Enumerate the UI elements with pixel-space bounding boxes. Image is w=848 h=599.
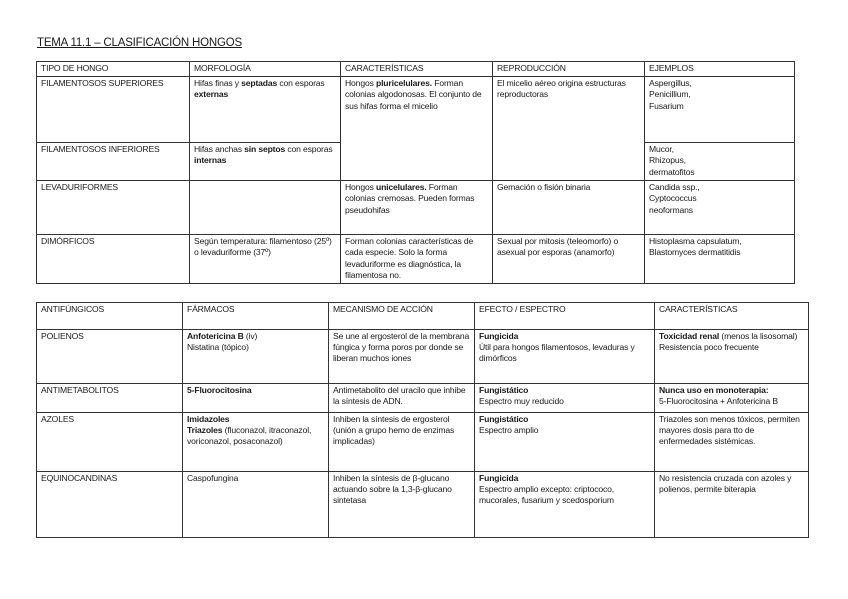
cell-morfologia: Según temperatura: filamentoso (25º) o levaduriforme (37º)	[190, 235, 341, 284]
cell-efecto: Fungistático Espectro amplio	[475, 413, 655, 472]
cell-caracteristicas: Hongos unicelulares. Forman colonias cremosas. Pueden formas pseudohifas	[341, 181, 493, 235]
cell-grupo: POLIENOS	[37, 330, 183, 384]
table-header-row	[37, 62, 795, 77]
cell-tipo: DIMÓRFICOS	[37, 235, 190, 284]
header-caracteristicas: CARACTERÍSTICAS	[655, 303, 809, 330]
cell-efecto: Fungicida Espectro amplio excepto: criptococo, mucorales, fusarium y scedosporium	[475, 472, 655, 538]
cell-farmacos: Imidazoles Triazoles (fluconazol, itraconazol, voriconazol, posaconazol)	[183, 413, 329, 472]
cell-grupo: AZOLES	[37, 413, 183, 472]
header-ejemplos: EJEMPLOS	[645, 62, 795, 77]
cell-efecto: Fungicida Útil para hongos filamentosos, levaduras y dimórficos	[475, 330, 655, 384]
table-row	[37, 235, 795, 284]
table-row	[37, 384, 809, 413]
header-antifungicos: ANTIFÚNGICOS	[37, 303, 183, 330]
cell-farmacos: Anfotericina B (iv) Nistatina (tópico)	[183, 330, 329, 384]
table-row	[37, 472, 809, 538]
cell-caracteristicas: Triazoles son menos tóxicos, permiten mayores dosis para tto de enfermedades sistémicas.	[655, 413, 809, 472]
antifungals-table	[36, 302, 809, 538]
header-mecanismo: MECANISMO DE ACCIÓN	[329, 303, 475, 330]
cell-mecanismo: Inhiben la síntesis de β-glucano actuando sobre la 1,3-β-glucano sintetasa	[329, 472, 475, 538]
cell-grupo: EQUINOCANDINAS	[37, 472, 183, 538]
cell-mecanismo: Inhiben la síntesis de ergosterol (unión a grupo hemo de enzimas implicadas)	[329, 413, 475, 472]
cell-ejemplos: Aspergillus, Penicillium, Fusarium	[645, 77, 795, 143]
fungi-classification-table	[36, 61, 795, 284]
table-row	[37, 181, 795, 235]
cell-reproduccion: Sexual por mitosis (teleomorfo) o asexual por esporas (anamorfo)	[493, 235, 645, 284]
cell-morfologia: Hifas anchas sin septos con esporas internas	[190, 143, 341, 181]
cell-ejemplos: Histoplasma capsulatum, Blastomyces dermatitidis	[645, 235, 795, 284]
cell-morfologia: Hifas finas y septadas con esporas externas	[190, 77, 341, 143]
cell-mecanismo: Se une al ergosterol de la membrana fúngica y forma poros por donde se liberan muchos iones	[329, 330, 475, 384]
header-farmacos: FÁRMACOS	[183, 303, 329, 330]
cell-caracteristicas: Toxicidad renal (menos la lisosomal) Resistencia poco frecuente	[655, 330, 809, 384]
header-efecto: EFECTO / ESPECTRO	[475, 303, 655, 330]
cell-ejemplos: Candida ssp., Cyptococcus neoformans	[645, 181, 795, 235]
cell-farmacos: 5-Fluorocitosina	[183, 384, 329, 413]
cell-ejemplos: Mucor, Rhizopus, dermatofitos	[645, 143, 795, 181]
cell-reproduccion: Gemación o fisión binaria	[493, 181, 645, 235]
cell-reproduccion: El micelio aéreo origina estructuras reproductoras	[493, 77, 645, 181]
cell-caracteristicas: Forman colonias características de cada especie. Solo la forma levaduriforme es diagnóstica, la filamentosa no.	[341, 235, 493, 284]
cell-efecto: Fungistático Espectro muy reducido	[475, 384, 655, 413]
cell-caracteristicas: Hongos pluricelulares. Forman colonias algodonosas. El conjunto de sus hifas forma el micelio	[341, 77, 493, 181]
header-caracteristicas: CARACTERÍSTICAS	[341, 62, 493, 77]
table-row	[37, 330, 809, 384]
header-morfologia: MORFOLOGÍA	[190, 62, 341, 77]
header-reproduccion: REPRODUCCIÓN	[493, 62, 645, 77]
cell-mecanismo: Antimetabolito del uracilo que inhibe la síntesis de ADN.	[329, 384, 475, 413]
cell-tipo: FILAMENTOSOS INFERIORES	[37, 143, 190, 181]
cell-farmacos: Caspofungina	[183, 472, 329, 538]
cell-caracteristicas: No resistencia cruzada con azoles y polienos, permite biterapia	[655, 472, 809, 538]
header-tipo: TIPO DE HONGO	[37, 62, 190, 77]
cell-tipo: LEVADURIFORMES	[37, 181, 190, 235]
cell-grupo: ANTIMETABOLITOS	[37, 384, 183, 413]
cell-tipo: FILAMENTOSOS SUPERIORES	[37, 77, 190, 143]
document-title: TEMA 11.1 – CLASIFICACIÓN HONGOS	[37, 37, 242, 49]
cell-morfologia	[190, 181, 341, 235]
table-row	[37, 77, 795, 143]
cell-caracteristicas: Nunca uso en monoterapia: 5-Fluorocitosina + Anfotericina B	[655, 384, 809, 413]
table-header-row	[37, 303, 809, 330]
table-row	[37, 413, 809, 472]
